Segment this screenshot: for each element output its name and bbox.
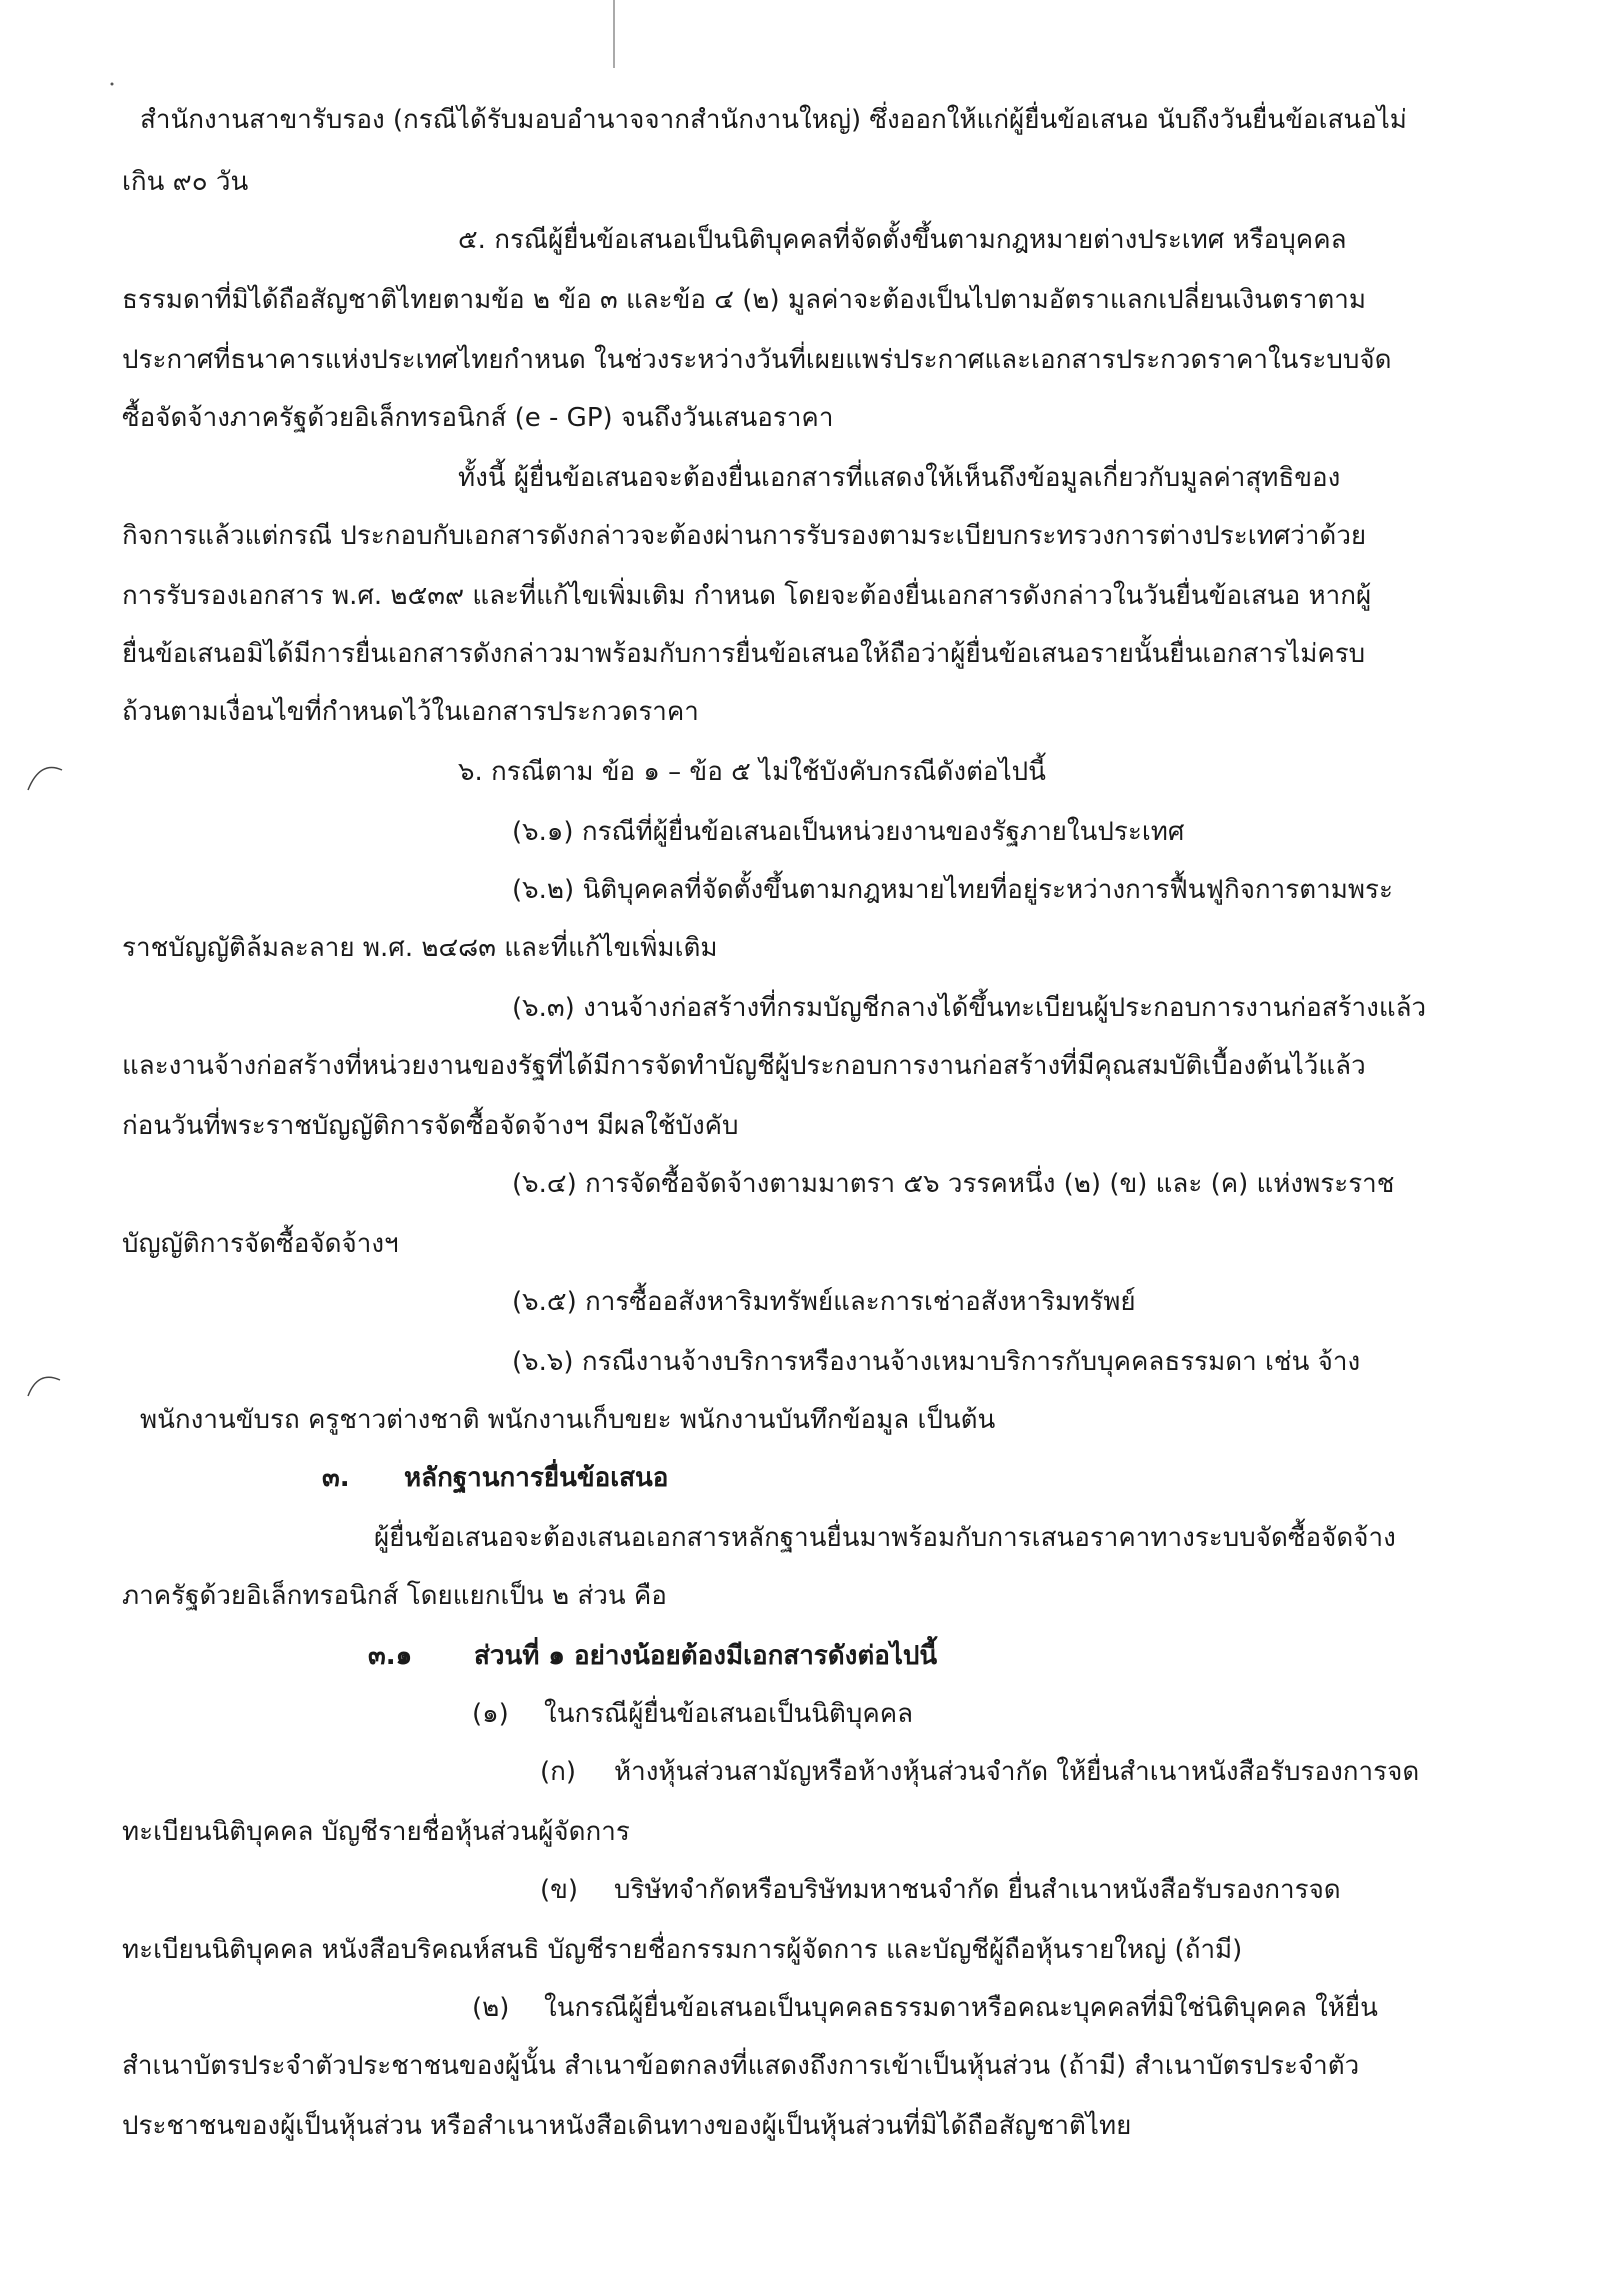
text-line-21: (๖.๕) การซื้ออสังหาริมทรัพย์และการเช่าอสังหาริมทรัพย์ [512, 1287, 1136, 1317]
text-line-1: สำนักงานสาขารับรอง (กรณีได้รับมอบอำนาจจากสำนักงานใหญ่) ซึ่งออกให้แก่ผู้ยื่นข้อเสนอ นับถึงวันยื่นข้อเสนอไม่ [140, 105, 1407, 135]
text-line-13: (๖.๑) กรณีที่ผู้ยื่นข้อเสนอเป็นหน่วยงานของรัฐภายในประเทศ [512, 817, 1185, 847]
section-3-number: ๓. [322, 1463, 350, 1493]
text-line-12: ๖. กรณีตาม ข้อ ๑ – ข้อ ๕ ไม่ใช้บังคับกรณีดังต่อไปนี้ [458, 757, 1046, 787]
text-line-19: (๖.๔) การจัดซื้อจัดจ้างตามมาตรา ๕๖ วรรคหนึ่ง (๒) (ข) และ (ค) แห่งพระราช [512, 1169, 1395, 1199]
item-2-number: (๒) [472, 1993, 510, 2023]
text-line-14: (๖.๒) นิติบุคคลที่จัดตั้งขึ้นตามกฎหมายไทยที่อยู่ระหว่างการฟื้นฟูกิจการตามพระ [512, 875, 1393, 905]
text-line-5: ประกาศที่ธนาคารแห่งประเทศไทยกำหนด ในช่วงระหว่างวันที่เผยแพร่ประกาศและเอกสารประกวดราคาในระบบจัด [122, 345, 1392, 375]
text-line-29: ทะเบียนนิติบุคคล หนังสือบริคณห์สนธิ บัญชีรายชื่อกรรมการผู้จัดการ และบัญชีผู้ถือหุ้นรายใหญ่ (ถ้ามี) [122, 1935, 1243, 1965]
text-line-2: เกิน ๙๐ วัน [122, 167, 249, 197]
text-line-26: ห้างหุ้นส่วนสามัญหรือห้างหุ้นส่วนจำกัด ให้ยื่นสำเนาหนังสือรับรองการจด [614, 1757, 1420, 1787]
text-line-10: ยื่นข้อเสนอมิได้มีการยื่นเอกสารดังกล่าวมาพร้อมกับการยื่นข้อเสนอให้ถือว่าผู้ยื่นข้อเสนอรายนั้นยื่นเอกสารไม่ครบ [122, 639, 1366, 669]
text-line-15: ราชบัญญัติล้มละลาย พ.ศ. ๒๔๘๓ และที่แก้ไขเพิ่มเติม [122, 933, 718, 963]
text-line-8: กิจการแล้วแต่กรณี ประกอบกับเอกสารดังกล่าวจะต้องผ่านการรับรองตามระเบียบกระทรวงการต่างประเทศว่าด้วย [122, 521, 1367, 551]
section-3-1-title: ส่วนที่ ๑ อย่างน้อยต้องมีเอกสารดังต่อไปนี้ [474, 1641, 938, 1671]
item-1-text: ในกรณีผู้ยื่นข้อเสนอเป็นนิติบุคคล [544, 1699, 914, 1729]
section-3-1-number: ๓.๑ [368, 1641, 413, 1671]
text-line-30: ในกรณีผู้ยื่นข้อเสนอเป็นบุคคลธรรมดาหรือคณะบุคคลที่มิใช่นิติบุคคล ให้ยื่น [544, 1993, 1378, 2023]
text-line-16: (๖.๓) งานจ้างก่อสร้างที่กรมบัญชีกลางได้ขึ้นทะเบียนผู้ประกอบการงานก่อสร้างแล้ว [512, 993, 1427, 1023]
text-line-18: ก่อนวันที่พระราชบัญญัติการจัดซื้อจัดจ้างฯ มีผลใช้บังคับ [122, 1111, 739, 1141]
section-3-title: หลักฐานการยื่นข้อเสนอ [404, 1463, 669, 1493]
text-line-11: ถ้วนตามเงื่อนไขที่กำหนดไว้ในเอกสารประกวดราคา [122, 697, 699, 727]
text-line-24: ผู้ยื่นข้อเสนอจะต้องเสนอเอกสารหลักฐานยื่นมาพร้อมกับการเสนอราคาทางระบบจัดซื้อจัดจ้าง [374, 1523, 1396, 1553]
item-b-number: (ข) [540, 1875, 579, 1905]
text-line-28: บริษัทจำกัดหรือบริษัทมหาชนจำกัด ยื่นสำเนาหนังสือรับรองการจด [614, 1875, 1341, 1905]
item-1-number: (๑) [472, 1699, 509, 1729]
text-line-6: ซื้อจัดจ้างภาครัฐด้วยอิเล็กทรอนิกส์ (e - GP) จนถึงวันเสนอราคา [122, 403, 834, 433]
text-line-3: ๕. กรณีผู้ยื่นข้อเสนอเป็นนิติบุคคลที่จัดตั้งขึ้นตามกฎหมายต่างประเทศ หรือบุคคล [458, 225, 1347, 255]
item-a-number: (ก) [540, 1757, 577, 1787]
text-line-27: ทะเบียนนิติบุคคล บัญชีรายชื่อหุ้นส่วนผู้จัดการ [122, 1817, 630, 1847]
text-line-7: ทั้งนี้ ผู้ยื่นข้อเสนอจะต้องยื่นเอกสารที่แสดงให้เห็นถึงข้อมูลเกี่ยวกับมูลค่าสุทธิของ [458, 463, 1341, 493]
text-line-23: พนักงานขับรถ ครูชาวต่างชาติ พนักงานเก็บขยะ พนักงานบันทึกข้อมูล เป็นต้น [140, 1405, 996, 1435]
text-line-32: ประชาชนของผู้เป็นหุ้นส่วน หรือสำเนาหนังสือเดินทางของผู้เป็นหุ้นส่วนที่มิได้ถือสัญชาติไทย [122, 2111, 1132, 2141]
text-line-9: การรับรองเอกสาร พ.ศ. ๒๕๓๙ และที่แก้ไขเพิ่มเติม กำหนด โดยจะต้องยื่นเอกสารดังกล่าวในวันยื่นข้อเสนอ หากผู้ [122, 581, 1372, 611]
text-line-31: สำเนาบัตรประจำตัวประชาชนของผู้นั้น สำเนาข้อตกลงที่แสดงถึงการเข้าเป็นหุ้นส่วน (ถ้ามี) สำเนาบัตรประจำตัว [122, 2051, 1360, 2081]
text-line-25: ภาครัฐด้วยอิเล็กทรอนิกส์ โดยแยกเป็น ๒ ส่วน คือ [122, 1581, 667, 1611]
text-line-22: (๖.๖) กรณีงานจ้างบริการหรืองานจ้างเหมาบริการกับบุคคลธรรมดา เช่น จ้าง [512, 1347, 1361, 1377]
text-line-17: และงานจ้างก่อสร้างที่หน่วยงานของรัฐที่ได้มีการจัดทำบัญชีผู้ประกอบการงานก่อสร้างที่มีคุณสมบัติเบื้องต้นไว้แล้ว [122, 1051, 1366, 1081]
text-line-4: ธรรมดาที่มิได้ถือสัญชาติไทยตามข้อ ๒ ข้อ ๓ และข้อ ๔ (๒) มูลค่าจะต้องเป็นไปตามอัตราแลกเปลี่ยนเงินตราตาม [122, 285, 1367, 315]
text-line-20: บัญญัติการจัดซื้อจัดจ้างฯ [122, 1229, 399, 1259]
